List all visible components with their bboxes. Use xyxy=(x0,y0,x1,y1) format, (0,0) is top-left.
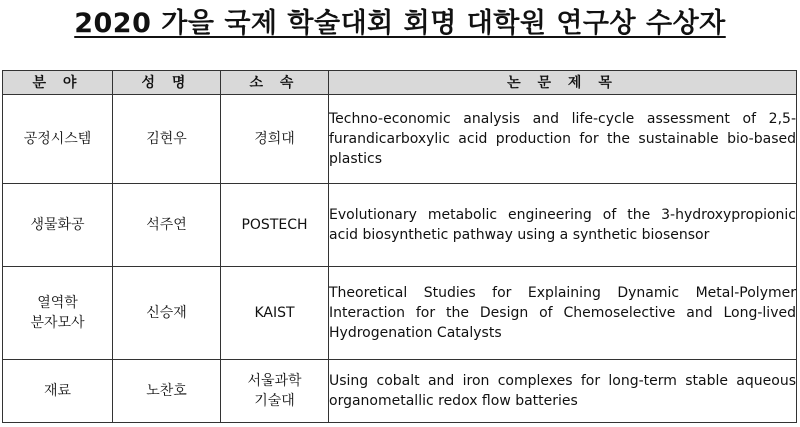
table-row xyxy=(3,184,797,267)
table-header-row xyxy=(3,71,797,95)
affiliation-text-line2: 기술대 xyxy=(254,393,295,409)
affiliation-text: 경희대 xyxy=(254,131,295,147)
name-cell: 노찬호 xyxy=(113,360,221,423)
field-cell xyxy=(3,184,113,267)
table-row xyxy=(3,95,797,184)
field-text: 열역학 xyxy=(37,295,78,311)
affiliation-cell xyxy=(221,267,329,360)
table-row xyxy=(3,360,797,423)
field-cell xyxy=(3,360,113,423)
header-paper-title: 논 문 제 목 xyxy=(329,71,797,95)
header-name: 성 명 xyxy=(113,71,221,95)
affiliation-text: KAIST xyxy=(254,305,295,321)
field-text: 생물화공 xyxy=(30,217,85,233)
affiliation-cell xyxy=(221,95,329,184)
paper-title-cell: Techno-economic analysis and life-cycle assessment of 2,5-furandicarboxylic acid production for the sustainable bio-based plastics xyxy=(329,95,797,184)
name-cell: 신승재 xyxy=(113,267,221,360)
table-row xyxy=(3,267,797,360)
awards-table xyxy=(2,70,797,423)
name-cell: 김현우 xyxy=(113,95,221,184)
name-cell: 석주연 xyxy=(113,184,221,267)
page-title: 2020 가을 국제 학술대회 회명 대학원 연구상 수상자 xyxy=(74,8,726,39)
paper-title-cell: Using cobalt and iron complexes for long-term stable aqueous organometallic redox flow batteries xyxy=(329,360,797,423)
header-field: 분 야 xyxy=(3,71,113,95)
affiliation-cell xyxy=(221,184,329,267)
field-cell xyxy=(3,267,113,360)
paper-title-cell: Theoretical Studies for Explaining Dynamic Metal-Polymer Interaction for the Design of Chemoselective and Long-lived Hydrogenation Catalysts xyxy=(329,267,797,360)
field-text: 공정시스템 xyxy=(23,131,92,147)
paper-title-cell: Evolutionary metabolic engineering of the 3-hydroxypropionic acid biosynthetic pathway using a synthetic biosensor xyxy=(329,184,797,267)
field-text: 재료 xyxy=(43,383,72,399)
header-affiliation: 소 속 xyxy=(221,71,329,95)
affiliation-cell xyxy=(221,360,329,423)
affiliation-text: 서울과학 xyxy=(247,373,302,389)
field-cell xyxy=(3,95,113,184)
affiliation-text: POSTECH xyxy=(241,217,308,233)
field-text-line2: 분자모사 xyxy=(30,315,85,331)
